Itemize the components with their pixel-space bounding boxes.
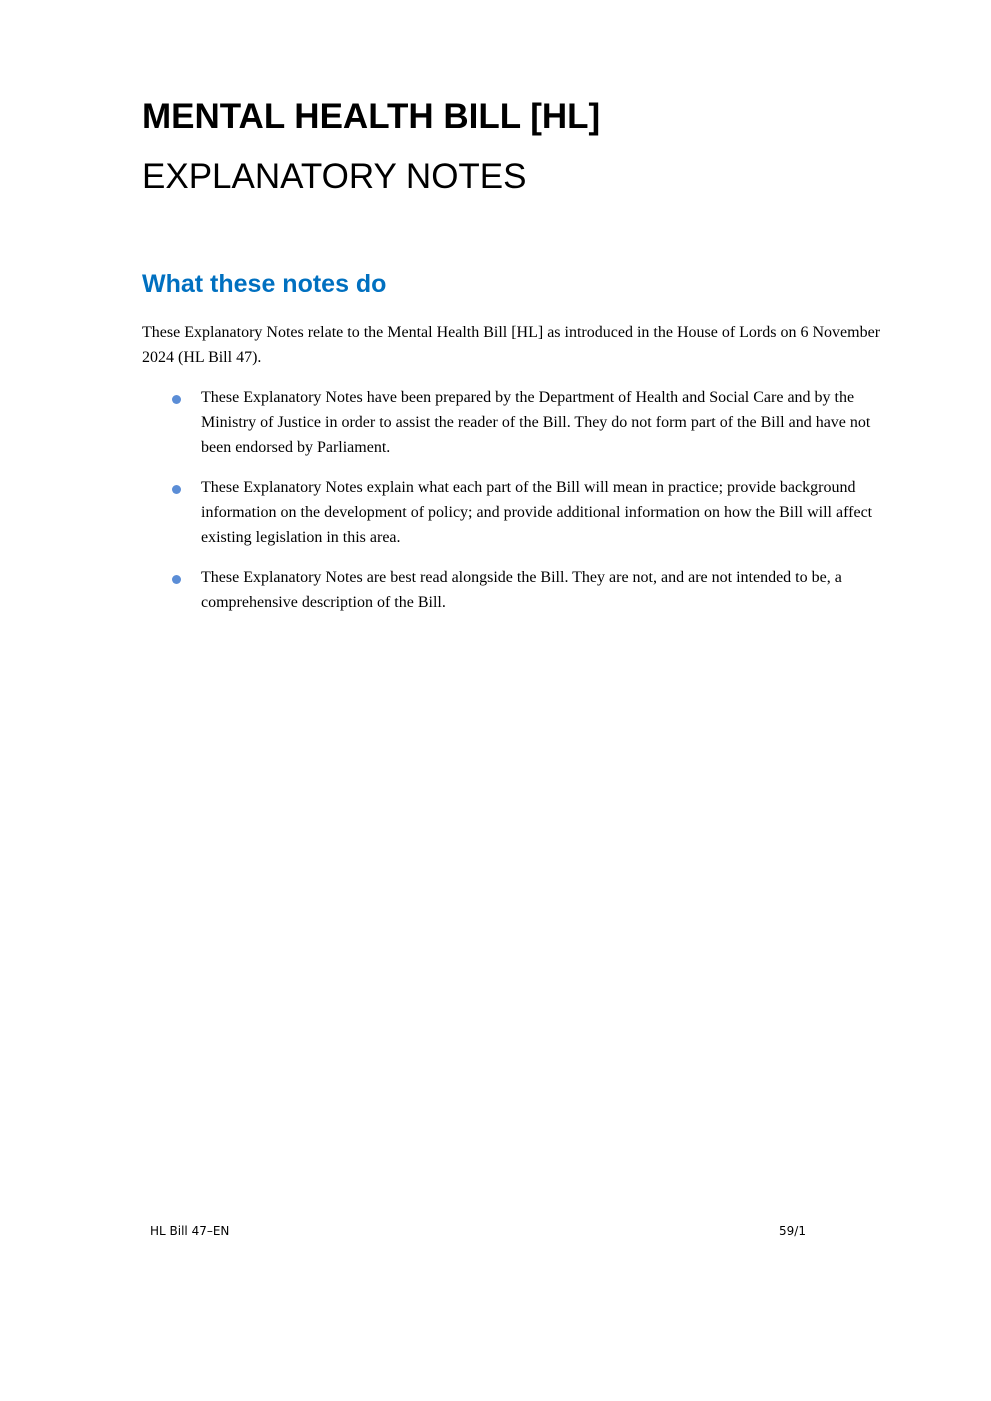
bullet-text: These Explanatory Notes explain what each part of the Bill will mean in practice; provide background information on the development of policy; and provide additional information on how the Bill will affect existing legislation in this area.: [201, 479, 873, 546]
intro-paragraph: These Explanatory Notes relate to the Mental Health Bill [HL] as introduced in the House of Lords on 6 November 2024 (HL Bill 47).: [142, 324, 881, 366]
bullet-item: [142, 475, 902, 550]
bullet-item: [142, 565, 902, 615]
bullet-list: [142, 385, 902, 630]
document-subtitle: EXPLANATORY NOTES: [142, 157, 527, 196]
section-heading: What these notes do: [142, 270, 387, 298]
footer-bill-reference: HL Bill 47–EN: [150, 1224, 230, 1238]
bill-title: MENTAL HEALTH BILL [HL]: [142, 97, 601, 136]
footer-page-number: 59/1: [779, 1224, 806, 1238]
bullet-text: These Explanatory Notes are best read alongside the Bill. They are not, and are not intended to be, a comprehensive description of the Bill.: [201, 569, 842, 611]
bullet-text: These Explanatory Notes have been prepared by the Department of Health and Social Care and by the Ministry of Justice in order to assist the reader of the Bill. They do not form part of the Bill and have not been endorsed by Parliament.: [201, 389, 871, 456]
bullet-item: [142, 385, 902, 460]
bullet-icon: [172, 575, 181, 584]
bullet-icon: [172, 395, 181, 404]
bullet-icon: [172, 485, 181, 494]
